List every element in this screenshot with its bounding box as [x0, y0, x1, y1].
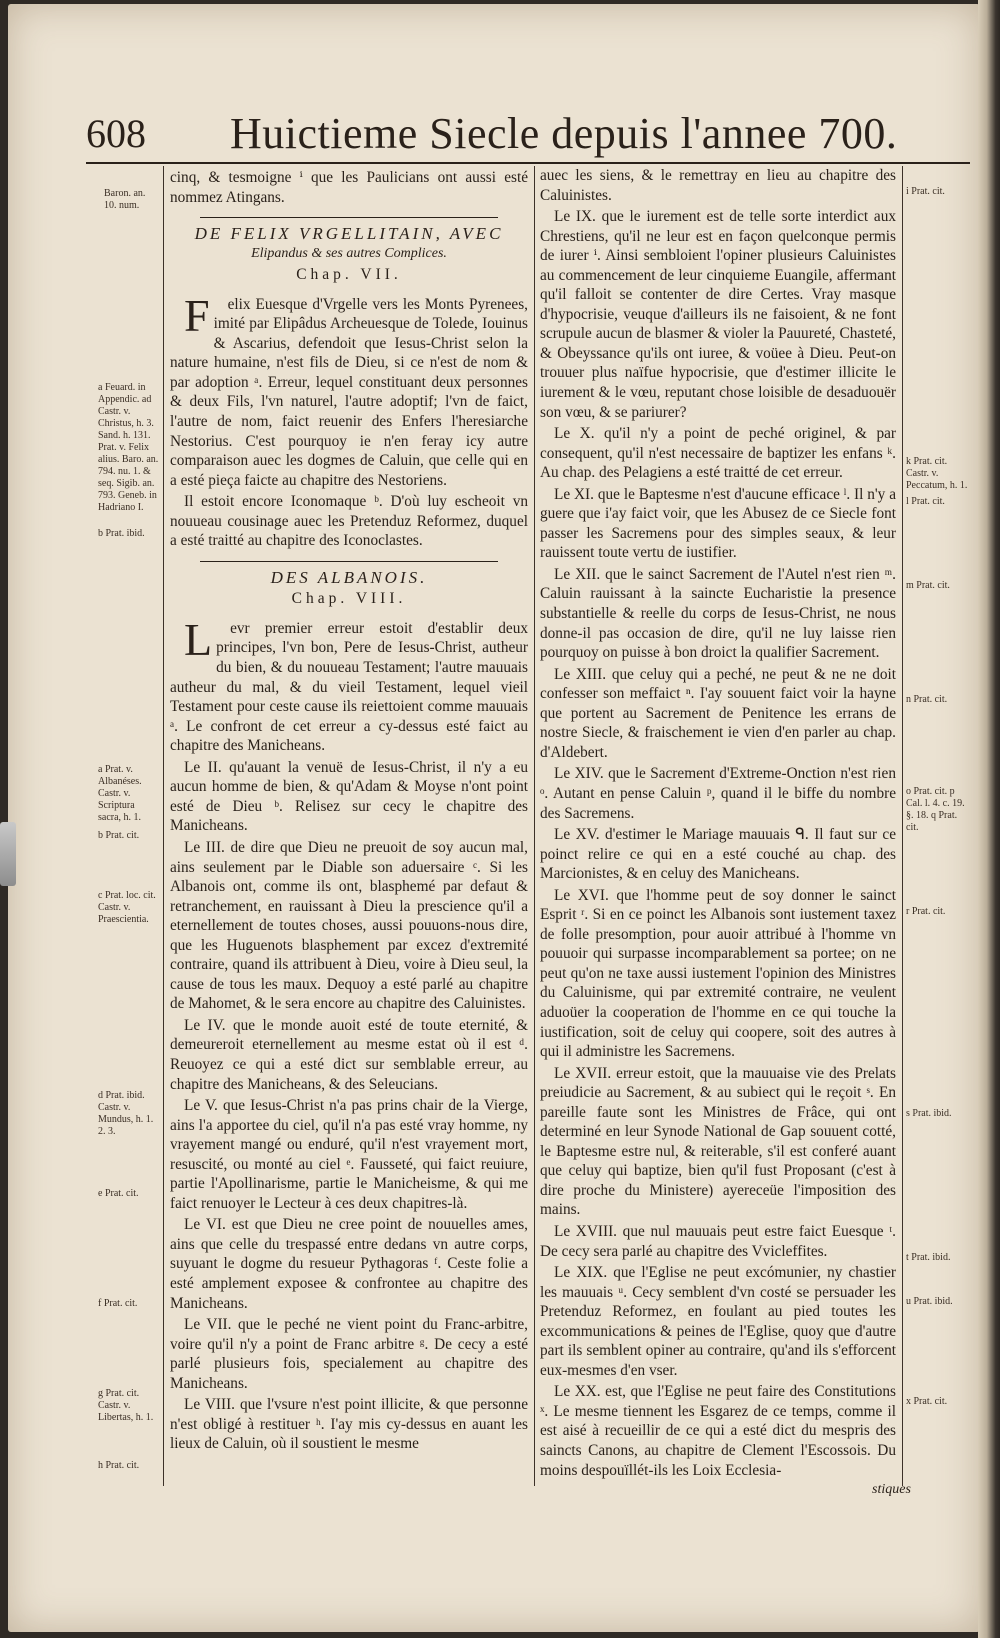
- paragraph: Le XV. d'estimer le Mariage mauuais ᑫ. Il faut sur ce poinct relire ce qui en a esté couché au chap. des Marcionistes, & en celuy des Manicheans.: [540, 826, 896, 883]
- paragraph: Le VIII. que l'vsure n'est point illicite, & que personne n'est obligé à restituer ʰ. I'ay mis cy-dessus en auant les lieux de Caluin, où il soustient le mesme: [170, 1396, 528, 1453]
- paragraph: Le VII. que le peché ne vient point du Franc-arbitre, voire qu'il n'y a point de Franc arbitre ᵍ. De cecy a esté parlé plusieurs fois, specialement au chapitre des Manicheans.: [170, 1316, 528, 1392]
- binding-clip: [0, 822, 16, 886]
- paragraph: Le XII. que le sainct Sacrement de l'Autel n'est rien ᵐ. Caluin rauissant à la saincte Eucharistie la presence substantielle & reelle du corps de Iesus-Christ, ne nous donne-il pas occasion de dire, qu'il ne luy laisse rien pourquoy on puisse à bon droict la qualifier Sacrement.: [540, 565, 896, 662]
- paragraph: Le XVIII. que nul mauuais peut estre faict Euesque ᵗ. De cecy sera parlé au chapitre des Vvicleffites.: [540, 1222, 896, 1260]
- paragraph: Le X. qu'il n'y a point de peché originel, & par consequent, qu'il n'est necessaire de baptizer les enfans ᵏ. Au chap. des Pelagiens a esté traitté de cet erreur.: [540, 425, 896, 482]
- margin-note: r Prat. cit.: [906, 906, 946, 917]
- section-title-felix: DE FELIX VRGELLITAIN, AVEC: [194, 224, 504, 244]
- margin-note: d Prat. ibid. Castr. v. Mundus, h. 1. 2. 3.: [98, 1090, 154, 1137]
- margin-note: a Feuard. in Appendic. ad Castr. v. Christus, h. 3. Sand. h. 131. Prat. v. Felix alius. Baro. an. 794. nu. 1. & seq. Sigib. an. 793. Geneb. in Hadriano I.: [98, 382, 159, 513]
- paragraph: Levr premier erreur estoit d'establir deux principes, l'vn bon, Pere de Iesus-Christ, autheur du bien, & du nouueau Testament; l'autre mauuais autheur du mal, & du vieil Testament, lequel vieil Testament pour ceste cause ils reiettoient comme mauuais ᵃ. Le confront de cet erreur a cy-dessus esté faict au chapitre des Manicheans.: [170, 613, 528, 755]
- margin-rule-right: [902, 166, 903, 1486]
- margin-note: h Prat. cit.: [98, 1460, 140, 1471]
- margin-rule-left: [163, 166, 164, 1486]
- header-rule: [86, 162, 970, 164]
- column-rule: [534, 166, 535, 1486]
- margin-note: i Prat. cit.: [906, 186, 945, 197]
- paragraph: Le XIX. que l'Eglise ne peut excómunier, ny chastier les mauuais ᵘ. Cecy semblent d'vn costé se persuader les Pretenduz Reformez, en foulant au pied toutes les excommunications & peines de l'Eglise, quoy que d'autre part ils semblent opiner au contraire, qu'and ils s'efforcent eux-mesmes d'en vser.: [540, 1264, 896, 1379]
- margin-note: t Prat. ibid.: [906, 1252, 951, 1263]
- margin-note: s Prat. ibid.: [906, 1108, 952, 1119]
- paragraph: Le XVII. erreur estoit, que la mauuaise vie des Prelats preiudicie au Sacrement, & au subiect qui le reçoit ˢ. En pareille faute sont les Ministres de Frâce, qui ont determiné en leur Synode National de Gap souuent cotté, le Baptesme estre nul, & reiterable, s'il est conferé auant que celuy qui baptize, bien qu'il fust Proposant (c'est à dire proche du Ministere) ayereceüe l'imposition des mains.: [540, 1064, 896, 1219]
- paragraph: Le IX. que le iurement est de telle sorte interdict aux Chrestiens, qu'il ne leur est en façon quelconque permis de iurer ⁱ. Ainsi sembloient l'opiner plusieurs Caluinistes au commencement de leur cinquieme Euangile, affermant qu'il falloit se contenter de dire Certes. Vray masque d'hypocrisie, veuque d'ailleurs ils ne faisoient, & ne font scrupule aucun de blasmer & violer la Pauureté, Chasteté, & Obeyssance qu'ils ont iuree, & voüee à Dieu. Peut-on trouuer plus naïfue hypocrisie, que d'estimer illicite le iurement & le vœu, reputant chose loisible de desaduouër son vœu, & se pariurer?: [540, 208, 896, 421]
- catchword: stiques: [872, 1482, 911, 1497]
- paragraph: Felix Euesque d'Vrgelle vers les Monts Pyrenees, imité par Elipâdus Archeuesque de Tolede, Iouinus & Ascarius, defendoit que Iesus-Christ selon la nature humaine, n'est fils de Dieu, si ce n'est de nom & par adoption ᵃ. Erreur, lequel constituant deux personnes & deux Fils, l'vn naturel, l'autre adoptif; l'vn de faict, l'autre de nom, faict reuenir des Enfers l'heresiarche Nestorius. C'est pourquoy ie n'en feray icy autre comparaison auec les dogmes de Caluin, que celle qui en a esté pieça faicte au chapitre des Nestoriens.: [170, 289, 528, 489]
- paragraph: Le XIV. que le Sacrement d'Extreme-Onction n'est rien ᵒ. Autant en pense Caluin ᵖ, quand il le biffe du nombre des Sacremens.: [540, 765, 896, 822]
- margin-note: b Prat. cit.: [98, 830, 140, 841]
- paragraph: Le XX. est, que l'Eglise ne peut faire des Constitutions ˣ. Le mesme tiennent les Esgarez de ce temps, comme il est aisé à recueillir de ce qui a esté dict du mespris des saincts Canons, au chapitre de Clement l'Escossois. Du moins despouïllét-ils les Loix Ecclesia-: [540, 1383, 896, 1479]
- margin-note: b Prat. ibid.: [98, 528, 145, 539]
- left-column: [170, 168, 528, 1456]
- margin-note: u Prat. ibid.: [906, 1296, 953, 1307]
- chapter-heading-vii: Chap. VII.: [296, 266, 402, 284]
- margin-note: g Prat. cit. Castr. v. Libertas, h. 1.: [98, 1388, 154, 1423]
- paragraph: Le V. que Iesus-Christ n'a pas prins chair de la Vierge, ains l'a apportee du ciel, qu'il n'a pas esté vray homme, ny vrayement mangé ou enduré, qu'il n'est vrayement mort, resuscité, ou monté au ciel ᵉ. Fausseté, qui faict reuiure, partie l'Apollinarisme, partie le Manicheisme, & qui me faict renuoyer le Lecteur à ces deux chapitres-là.: [170, 1097, 528, 1212]
- section-subtitle-felix: Elipandus & ses autres Complices.: [251, 245, 447, 261]
- section-rule: [200, 217, 498, 218]
- margin-note: f Prat. cit.: [98, 1298, 138, 1309]
- section-title-albanois: DES ALBANOIS.: [270, 567, 428, 587]
- paragraph: Le II. qu'auant la venuë de Iesus-Christ, il n'y a eu aucun homme de bien, & qu'Adam & Moyse n'ont point esté de Dieu ᵇ. Relisez sur cecy le chapitre des Manicheans.: [170, 758, 528, 835]
- paragraph: Le III. de dire que Dieu ne preuoit de soy aucun mal, ains seulement par le Diable son aduersaire ᶜ. Si les Albanois ont, comme ils ont, blasphemé par defaut & retranchement, en rauissant à Dieu la prescience qu'il a eternellement de toutes choses, aussi pouuons-nous dire, que les Huguenots blasphement par excez d'extremité contraire, quand ils attribuent à Dieu, voire à Dieu seul, la cause de tous les maux. Dequoy a esté parlé au chapitre de Mahomet, & le sera encore au chapitre des Caluinistes.: [170, 838, 528, 1013]
- page-edge: [978, 0, 1000, 1638]
- paragraph: Le XI. que le Baptesme n'est d'aucune efficace ˡ. Il n'y a guere que i'ay faict voir, que les Abusez de ce Siecle font passer les Sacremens pour des simples seaux, & leur rauissent toute vertu de iustifier.: [540, 485, 896, 562]
- margin-note: x Prat. cit.: [906, 1396, 948, 1407]
- margin-note: m Prat. cit.: [906, 580, 950, 591]
- margin-note: e Prat. cit.: [98, 1188, 139, 1199]
- paragraph: Le XIII. que celuy qui a peché, ne peut & ne ne doit confesser son meffaict ⁿ. I'ay souuent faict voir la hayne que portent au Sacrement de Penitence les errans de nostre Siecle, & fraischement ie vien d'en parler au chap. d'Aldebert.: [540, 665, 896, 761]
- margin-note: c Prat. loc. cit. Castr. v. Praescientia.: [98, 890, 156, 925]
- chapter-heading-viii: Chap. VIII.: [291, 590, 407, 608]
- right-column: [540, 166, 896, 1482]
- page-number: 608: [86, 111, 146, 156]
- paragraph: auec les siens, & le remettray en lieu au chapitre des Caluinistes.: [540, 167, 896, 204]
- margin-note: o Prat. cit. p Cal. l. 4. c. 19. §. 18. q Prat. cit.: [906, 786, 965, 833]
- margin-note: a Prat. v. Albanéses. Castr. v. Scriptura sacra, h. 1.: [98, 764, 142, 823]
- margin-note: Baron. an. 10. num.: [104, 188, 146, 211]
- margin-note: k Prat. cit. Castr. v. Peccatum, h. 1.: [906, 456, 968, 491]
- margin-note: n Prat. cit.: [906, 694, 948, 705]
- running-title: Huictieme Siecle depuis l'annee 700.: [230, 109, 898, 158]
- section-rule: [200, 561, 498, 562]
- paragraph: Il estoit encore Iconomaque ᵇ. D'où luy escheoit vn nouueau cousinage auec les Pretenduz Reformez, duquel a esté traitté au chapitre des Iconoclastes.: [170, 493, 528, 550]
- paragraph: Le IV. que le monde auoit esté de toute eternité, & demeureroit eternellement au mesme estat où il est ᵈ. Reuoyez ce qui a esté dict sur semblable erreur, au chapitre des Manicheans, & des Seleucians.: [170, 1016, 528, 1093]
- margin-note: l Prat. cit.: [906, 496, 945, 507]
- paragraph: Le VI. est que Dieu ne cree point de nouuelles ames, ains que celle du trespassé entre dedans vn autre corps, suyuant le dogme du resueur Pythagoras ᶠ. Ceste folie a esté amplement exposee & confrontee au chapitre des Manicheans.: [170, 1216, 528, 1312]
- opening-text: cinq, & tesmoigne ⁱ que les Paulicians ont aussi esté nommez Atingans.: [170, 169, 528, 206]
- paragraph: Le XVI. que l'homme peut de soy donner le sainct Esprit ʳ. Si en ce poinct les Albanois sont iustement taxez de folle presomption, pour auoir attribué à l'homme vn pouuoir qui surpasse incomparablement sa portee; on ne peut qu'on ne taxe aussi iustement l'opinion des Ministres du Caluinisme, qui par extremité contraire, ne veulent aduoüer la cooperation de l'homme en ce qui touche la iustification, soit de celuy qui coopere, soit des autres à qui il administre les Sacremens.: [540, 886, 896, 1061]
